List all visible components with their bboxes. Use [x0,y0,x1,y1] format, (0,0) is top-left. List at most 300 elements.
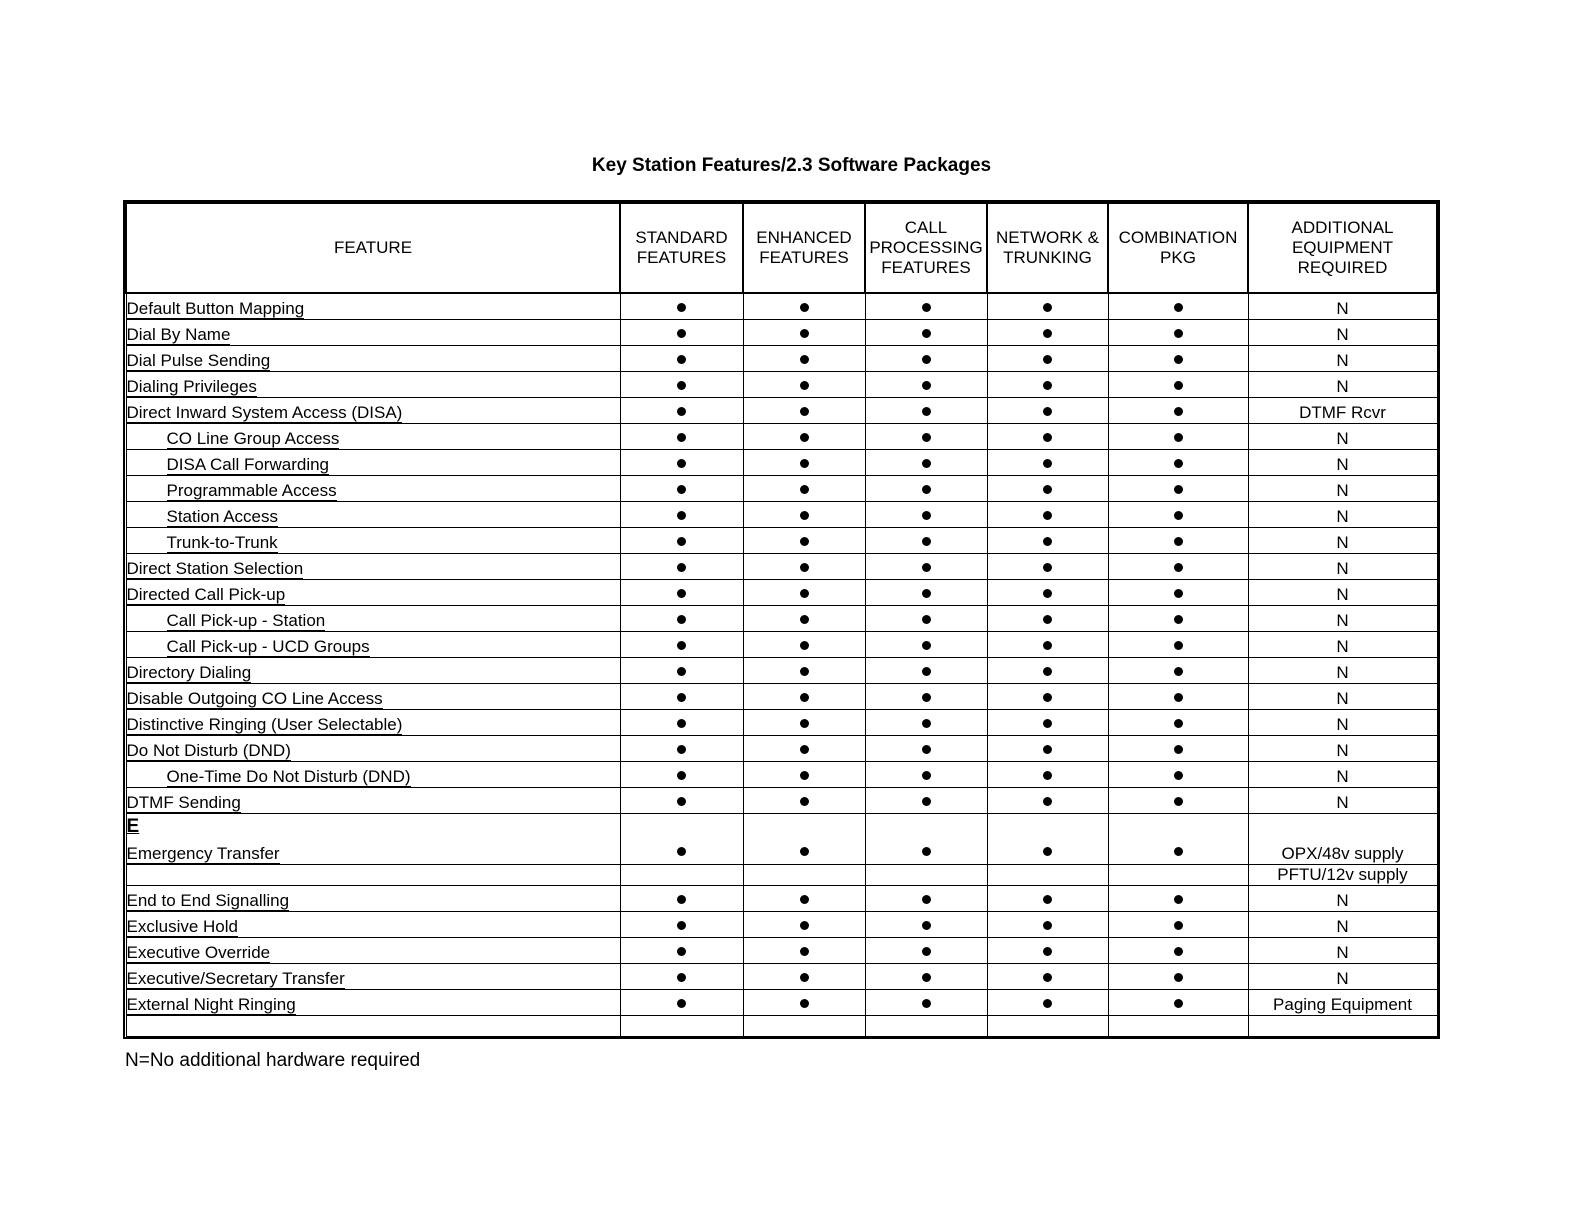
call-processing-cell [865,964,987,990]
bullet-icon [1043,459,1052,468]
enhanced-cell [743,886,865,912]
feature-cell [126,762,620,788]
bullet-icon [1043,719,1052,728]
table-row [126,710,1437,736]
bullet-icon [1174,355,1183,364]
header-enhanced: ENHANCED FEATURES [743,203,865,293]
standard-cell [620,964,743,990]
bullet-icon [677,745,686,754]
call-processing-cell [865,554,987,580]
bullet-icon [1043,693,1052,702]
feature-label: External Night Ringing [126,995,296,1014]
call-processing-cell [865,838,987,865]
call-processing-cell [865,293,987,320]
equipment-cell: N [1248,658,1437,684]
bullet-icon [1174,895,1183,904]
enhanced-cell [743,990,865,1016]
bullet-icon [1043,667,1052,676]
bullet-icon [922,355,931,364]
bullet-icon [1174,693,1183,702]
feature-cell [126,293,620,320]
combination-cell [1108,938,1248,964]
table-row-blank [126,1016,1437,1037]
equipment-cell: N [1248,424,1437,450]
bullet-icon [922,797,931,806]
standard-cell [620,502,743,528]
call-processing-cell [865,580,987,606]
feature-cell [126,424,620,450]
equipment-cell: N [1248,528,1437,554]
network-cell [987,476,1108,502]
bullet-icon [922,589,931,598]
bullet-icon [677,485,686,494]
table-row [126,580,1437,606]
bullet-icon [1174,797,1183,806]
call-processing-cell [865,528,987,554]
call-processing-cell [865,658,987,684]
combination-cell [1108,554,1248,580]
standard-cell [620,606,743,632]
bullet-icon [922,511,931,520]
network-cell [987,398,1108,424]
bullet-icon [800,719,809,728]
feature-label: Disable Outgoing CO Line Access [126,689,383,708]
enhanced-cell [743,632,865,658]
feature-label: DTMF Sending [126,793,241,812]
call-processing-cell [865,814,987,839]
feature-label: Directory Dialing [126,663,252,682]
standard-cell [620,865,743,886]
bullet-icon [922,921,931,930]
enhanced-cell [743,320,865,346]
enhanced-cell [743,502,865,528]
table-row-emergency-2 [126,865,1437,886]
bullet-icon [677,329,686,338]
call-processing-cell [865,450,987,476]
section-letter: E [126,814,620,839]
feature-label: Dial By Name [126,325,231,344]
call-processing-cell [865,762,987,788]
equipment-cell: N [1248,788,1437,814]
network-cell [987,632,1108,658]
equipment-cell: N [1248,632,1437,658]
equipment-cell: N [1248,762,1437,788]
bullet-icon [922,329,931,338]
feature-label: Directed Call Pick-up [126,585,286,604]
feature-cell [126,886,620,912]
bullet-icon [800,797,809,806]
bullet-icon [1043,563,1052,572]
feature-label: One-Time Do Not Disturb (DND) [166,767,411,786]
equipment-cell: OPX/48v supply [1248,838,1437,865]
feature-cell [126,320,620,346]
enhanced-cell [743,450,865,476]
network-cell [987,554,1108,580]
standard-cell [620,554,743,580]
standard-cell [620,788,743,814]
combination-cell [1108,990,1248,1016]
bullet-icon [800,563,809,572]
bullet-icon [677,615,686,624]
bullet-icon [1174,589,1183,598]
enhanced-cell [743,528,865,554]
table-row [126,554,1437,580]
network-cell [987,450,1108,476]
table-row [126,912,1437,938]
standard-cell [620,632,743,658]
feature-cell [126,528,620,554]
combination-cell [1108,838,1248,865]
enhanced-cell [743,788,865,814]
bullet-icon [922,693,931,702]
combination-cell [1108,658,1248,684]
bullet-icon [800,847,809,856]
feature-cell [126,476,620,502]
network-cell [987,814,1108,839]
bullet-icon [1174,641,1183,650]
network-cell [987,912,1108,938]
combination-cell [1108,886,1248,912]
bullet-icon [1043,615,1052,624]
network-cell [987,990,1108,1016]
table-row [126,938,1437,964]
bullet-icon [922,381,931,390]
bullet-icon [800,433,809,442]
combination-cell [1108,320,1248,346]
feature-cell [126,632,620,658]
table-row [126,293,1437,320]
standard-cell [620,990,743,1016]
combination-cell [1108,632,1248,658]
equipment-cell: N [1248,320,1437,346]
bullet-icon [922,433,931,442]
standard-cell [620,684,743,710]
combination-cell [1108,736,1248,762]
combination-cell [1108,762,1248,788]
feature-label: End to End Signalling [126,891,290,910]
equipment-cell: N [1248,580,1437,606]
bullet-icon [922,745,931,754]
standard-cell [620,1016,743,1037]
standard-cell [620,528,743,554]
enhanced-cell [743,658,865,684]
bullet-icon [1043,303,1052,312]
bullet-icon [800,511,809,520]
equipment-cell: N [1248,964,1437,990]
bullet-icon [1043,329,1052,338]
network-cell [987,528,1108,554]
enhanced-cell [743,684,865,710]
equipment-cell [1248,814,1437,839]
equipment-cell: N [1248,476,1437,502]
combination-cell [1108,476,1248,502]
feature-label: Executive Override [126,943,271,962]
bullet-icon [1043,407,1052,416]
feature-cell [126,658,620,684]
combination-cell [1108,398,1248,424]
network-cell [987,886,1108,912]
bullet-icon [922,895,931,904]
feature-label: Direct Station Selection [126,559,304,578]
feature-cell [126,346,620,372]
bullet-icon [800,693,809,702]
call-processing-cell [865,632,987,658]
feature-label: Station Access [166,507,279,526]
feature-cell [126,838,620,865]
bullet-icon [922,407,931,416]
standard-cell [620,814,743,839]
call-processing-cell [865,606,987,632]
standard-cell [620,450,743,476]
call-processing-cell [865,372,987,398]
bullet-icon [1043,589,1052,598]
bullet-icon [677,511,686,520]
feature-label: Distinctive Ringing (User Selectable) [126,715,403,734]
bullet-icon [1043,537,1052,546]
bullet-icon [677,355,686,364]
bullet-icon [800,303,809,312]
feature-label: Trunk-to-Trunk [166,533,278,552]
bullet-icon [800,641,809,650]
network-cell [987,320,1108,346]
call-processing-cell [865,865,987,886]
feature-cell [126,990,620,1016]
feature-label: Dialing Privileges [126,377,257,396]
combination-cell [1108,606,1248,632]
network-cell [987,580,1108,606]
feature-cell [126,1016,620,1037]
enhanced-cell [743,964,865,990]
bullet-icon [800,745,809,754]
standard-cell [620,372,743,398]
bullet-icon [922,303,931,312]
table-row [126,372,1437,398]
feature-cell [126,865,620,886]
call-processing-cell [865,1016,987,1037]
bullet-icon [1174,303,1183,312]
call-processing-cell [865,476,987,502]
bullet-icon [922,947,931,956]
bullet-icon [800,355,809,364]
bullet-icon [1043,745,1052,754]
bullet-icon [677,973,686,982]
call-processing-cell [865,424,987,450]
enhanced-cell [743,346,865,372]
bullet-icon [800,485,809,494]
bullet-icon [922,641,931,650]
bullet-icon [1174,329,1183,338]
table-row [126,320,1437,346]
enhanced-cell [743,398,865,424]
bullet-icon [800,973,809,982]
network-cell [987,346,1108,372]
bullet-icon [800,771,809,780]
bullet-icon [922,973,931,982]
bullet-icon [1043,999,1052,1008]
bullet-icon [1043,947,1052,956]
feature-label: Do Not Disturb (DND) [126,741,291,760]
equipment-cell: N [1248,450,1437,476]
bullet-icon [1174,381,1183,390]
bullet-icon [800,459,809,468]
combination-cell [1108,912,1248,938]
bullet-icon [677,381,686,390]
bullet-icon [922,771,931,780]
bullet-icon [922,485,931,494]
enhanced-cell [743,938,865,964]
bullet-icon [800,589,809,598]
bullet-icon [677,641,686,650]
network-cell [987,865,1108,886]
bullet-icon [1174,433,1183,442]
combination-cell [1108,684,1248,710]
enhanced-cell [743,554,865,580]
table-row [126,684,1437,710]
standard-cell [620,762,743,788]
standard-cell [620,580,743,606]
enhanced-cell [743,476,865,502]
standard-cell [620,346,743,372]
combination-cell [1108,346,1248,372]
bullet-icon [800,999,809,1008]
bullet-icon [1174,973,1183,982]
enhanced-cell [743,814,865,839]
equipment-cell [1248,1016,1437,1037]
combination-cell [1108,293,1248,320]
standard-cell [620,938,743,964]
bullet-icon [1174,563,1183,572]
table-row [126,424,1437,450]
feature-cell [126,450,620,476]
enhanced-cell [743,424,865,450]
standard-cell [620,658,743,684]
call-processing-cell [865,710,987,736]
network-cell [987,606,1108,632]
bullet-icon [922,459,931,468]
bullet-icon [677,847,686,856]
bullet-icon [1043,921,1052,930]
equipment-cell: N [1248,710,1437,736]
bullet-icon [677,719,686,728]
bullet-icon [1174,615,1183,624]
network-cell [987,736,1108,762]
bullet-icon [677,537,686,546]
feature-cell [126,502,620,528]
equipment-cell: N [1248,293,1437,320]
table-row [126,632,1437,658]
bullet-icon [800,615,809,624]
network-cell [987,372,1108,398]
network-cell [987,502,1108,528]
bullet-icon [677,303,686,312]
enhanced-cell [743,736,865,762]
feature-label: Programmable Access [166,481,337,500]
enhanced-cell [743,580,865,606]
bullet-icon [1174,847,1183,856]
bullet-icon [1174,771,1183,780]
feature-cell [126,398,620,424]
network-cell [987,788,1108,814]
bullet-icon [1174,719,1183,728]
bullet-icon [800,947,809,956]
network-cell [987,293,1108,320]
network-cell [987,938,1108,964]
network-cell [987,424,1108,450]
equipment-cell: N [1248,502,1437,528]
combination-cell [1108,502,1248,528]
enhanced-cell [743,293,865,320]
feature-cell [126,736,620,762]
bullet-icon [1043,485,1052,494]
bullet-icon [1174,485,1183,494]
feature-cell [126,554,620,580]
feature-label: Exclusive Hold [126,917,238,936]
feature-label: CO Line Group Access [166,429,340,448]
bullet-icon [922,719,931,728]
table-row [126,736,1437,762]
network-cell [987,762,1108,788]
header-feature: FEATURE [126,203,620,293]
network-cell [987,684,1108,710]
bullet-icon [1174,999,1183,1008]
call-processing-cell [865,320,987,346]
standard-cell [620,710,743,736]
bullet-icon [1174,459,1183,468]
enhanced-cell [743,762,865,788]
bullet-icon [1174,407,1183,416]
table-row [126,964,1437,990]
combination-cell [1108,424,1248,450]
combination-cell [1108,1016,1248,1037]
feature-cell [126,684,620,710]
bullet-icon [1043,511,1052,520]
feature-label: Default Button Mapping [126,299,305,318]
call-processing-cell [865,886,987,912]
network-cell [987,658,1108,684]
network-cell [987,964,1108,990]
enhanced-cell [743,606,865,632]
equipment-cell: DTMF Rcvr [1248,398,1437,424]
bullet-icon [677,895,686,904]
bullet-icon [677,589,686,598]
table-row [126,476,1437,502]
network-cell [987,838,1108,865]
combination-cell [1108,372,1248,398]
table-row [126,502,1437,528]
bullet-icon [800,537,809,546]
table-row [126,450,1437,476]
call-processing-cell [865,788,987,814]
feature-cell [126,938,620,964]
bullet-icon [677,407,686,416]
equipment-cell: N [1248,346,1437,372]
table-body [126,293,1437,1037]
combination-cell [1108,788,1248,814]
combination-cell [1108,865,1248,886]
feature-label: Call Pick-up - Station [166,611,326,630]
standard-cell [620,293,743,320]
equipment-cell: N [1248,684,1437,710]
table-row [126,346,1437,372]
table-row-emergency [126,838,1437,865]
bullet-icon [677,999,686,1008]
call-processing-cell [865,990,987,1016]
call-processing-cell [865,684,987,710]
footnote: N=No additional hardware required [125,1050,421,1071]
enhanced-cell [743,838,865,865]
feature-cell [126,710,620,736]
table-row [126,990,1437,1016]
